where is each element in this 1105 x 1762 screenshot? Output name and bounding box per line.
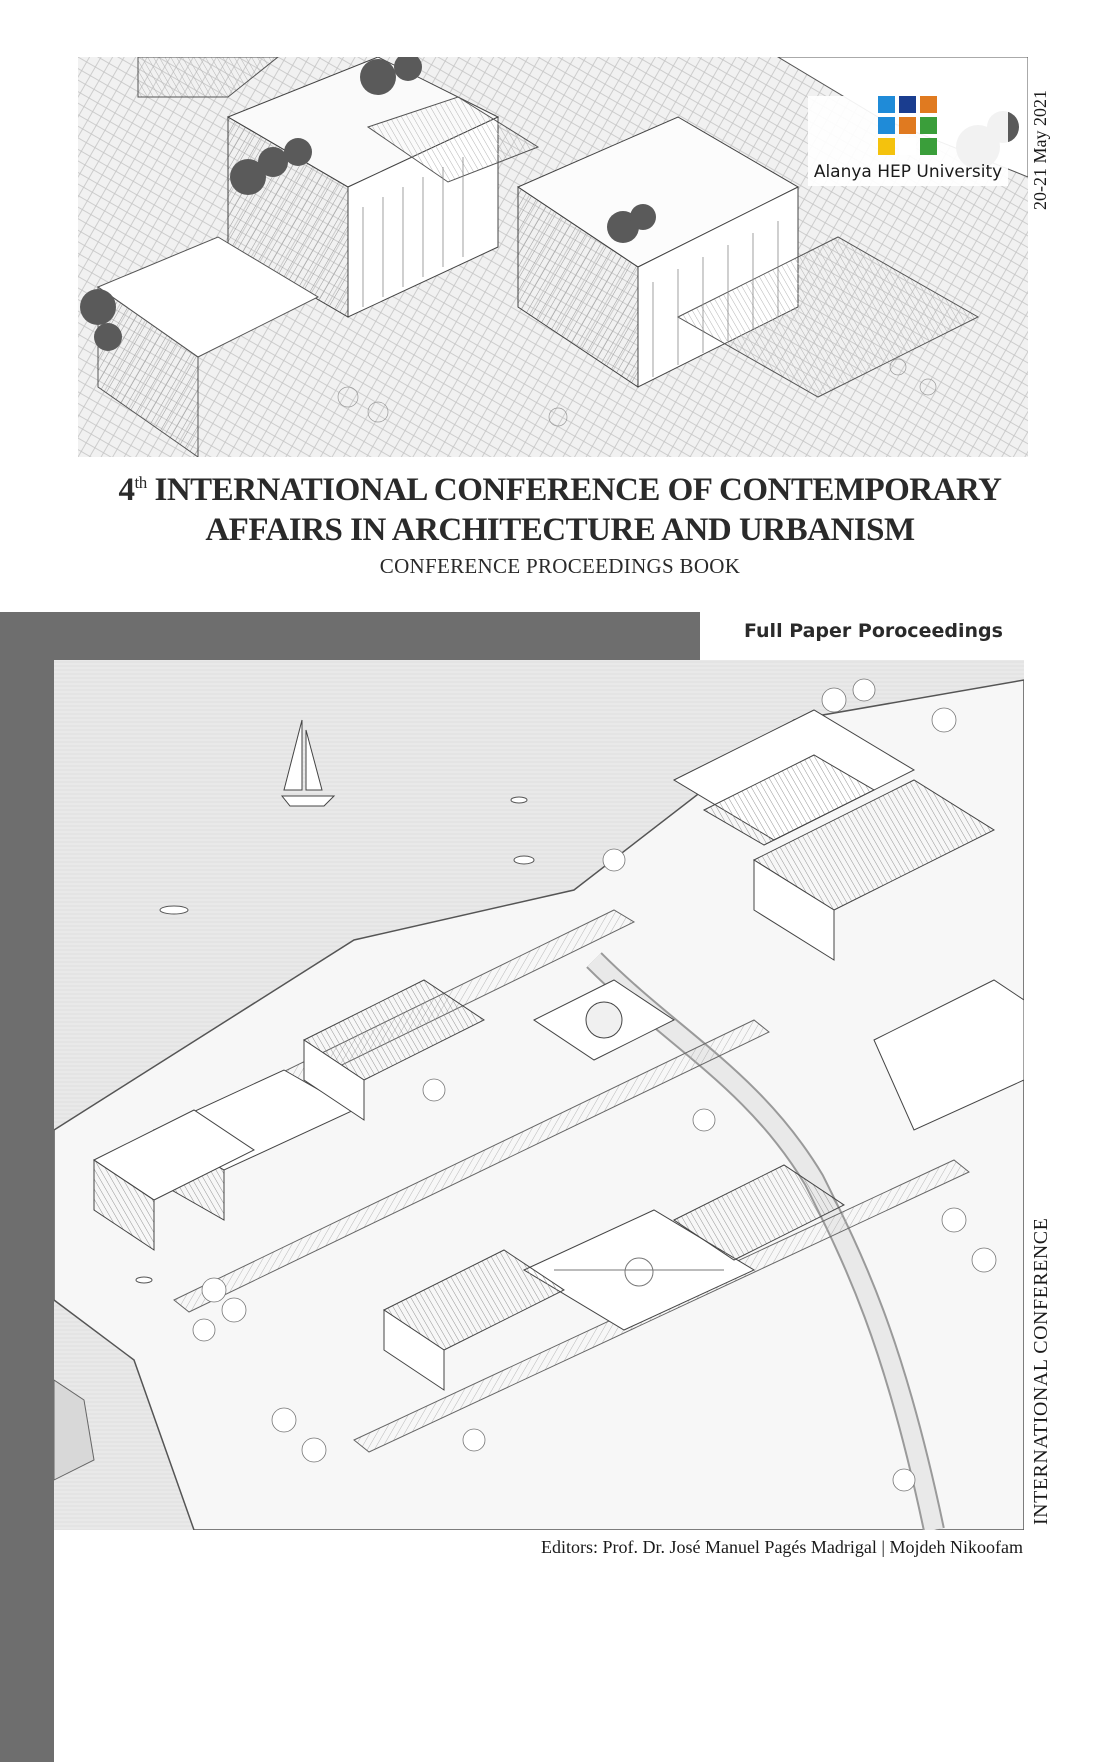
university-logo [808, 96, 1008, 186]
conference-date: 20-21 May 2021 [1030, 90, 1050, 210]
side-label: INTERNATIONAL CONFERENCE [1030, 1217, 1052, 1525]
gray-side-bar [0, 612, 54, 1762]
title-ordinal-number: 4 [118, 472, 135, 508]
title-ordinal-suffix: th [134, 473, 147, 492]
section-label: Full Paper Poroceedings [744, 620, 1003, 642]
logo-text: Alanya HEP University [813, 162, 1003, 182]
logo-mark-icon [878, 96, 938, 156]
title-line-1 [60, 463, 1060, 510]
editors-line: Editors: Prof. Dr. José Manuel Pagés Madrigal | Mojdeh Nikoofam [540, 1537, 1023, 1557]
subtitle: CONFERENCE PROCEEDINGS BOOK [379, 554, 741, 578]
gray-band [0, 612, 700, 660]
title-line-1-text: INTERNATIONAL CONFERENCE OF CONTEMPORARY [146, 472, 1002, 508]
title-line-2: AFFAIRS IN ARCHITECTURE AND URBANISM [205, 512, 915, 548]
bottom-island-illustration [54, 660, 1024, 1530]
title-block [60, 463, 1060, 580]
